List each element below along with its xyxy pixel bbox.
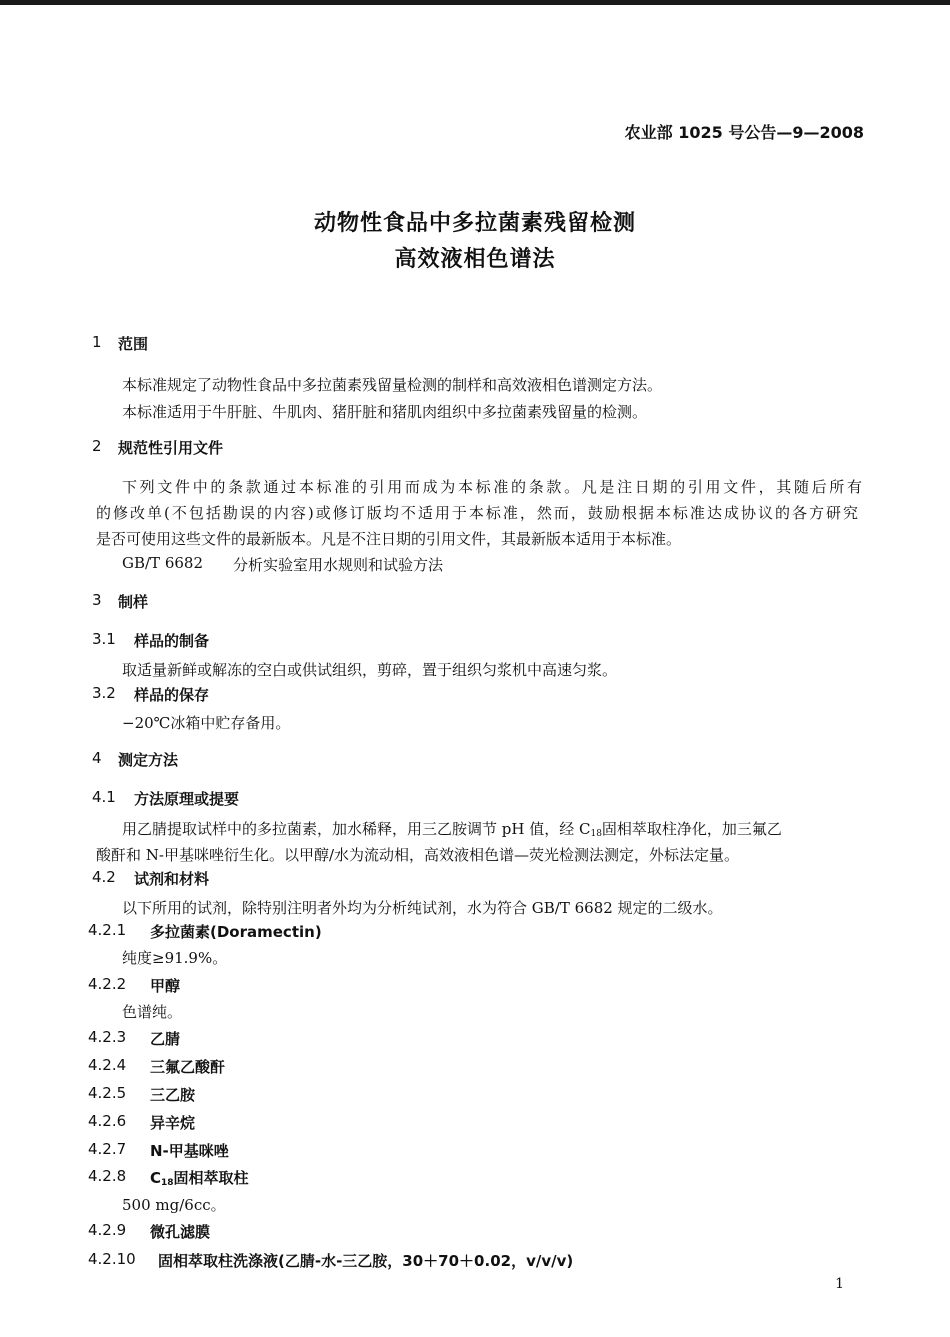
page-number: 1	[835, 1276, 844, 1292]
section-4-2-number: 4.2	[92, 868, 116, 886]
section-2-paragraph-line-3: 是否可使用这些文件的最新版本。凡是不注日期的引用文件，其最新版本适用于本标准。	[96, 530, 682, 548]
item-4-2-9-number: 4.2.9	[88, 1221, 127, 1239]
section-3-number: 3	[92, 591, 102, 609]
item-4-2-9-title: 微孔滤膜	[150, 1223, 211, 1241]
item-4-2-1-number: 4.2.1	[88, 921, 127, 939]
page-title-line-1: 动物性食品中多拉菌素残留检测	[313, 211, 636, 236]
item-4-2-10-title: 固相萃取柱洗涤液(乙腈-水-三乙胺，30＋70＋0.02，v/v/v)	[158, 1252, 574, 1270]
section-2-title: 规范性引用文件	[118, 439, 224, 457]
section-4-1-title: 方法原理或提要	[134, 790, 240, 808]
c18-subscript: 18	[590, 829, 602, 839]
section-4-1-text-line-2: 酸酐和 N-甲基咪唑衍生化。以甲醇/水为流动相，高效液相色谱—荧光检测法测定，外标法定量。	[96, 846, 740, 864]
item-4-2-3-number: 4.2.3	[88, 1028, 127, 1046]
item-4-2-8-title	[150, 1167, 249, 1188]
item-4-2-5-number: 4.2.5	[88, 1084, 127, 1102]
item-4-2-4-number: 4.2.4	[88, 1056, 127, 1074]
section-3-1-text: 取适量新鲜或解冻的空白或供试组织，剪碎，置于组织匀浆机中高速匀浆。	[122, 661, 618, 679]
item-4-2-8-title-rest: 固相萃取柱	[173, 1169, 249, 1187]
section-3-title: 制样	[118, 593, 149, 611]
section-3-1-number: 3.1	[92, 630, 116, 648]
item-4-2-8-title-c: C	[150, 1169, 162, 1187]
item-4-2-7-title: N-甲基咪唑	[150, 1142, 229, 1160]
item-4-2-8-text: 500 mg/6cc。	[122, 1196, 226, 1214]
section-3-2-title: 样品的保存	[134, 686, 210, 704]
section-4-2-text: 以下所用的试剂，除特别注明者外均为分析纯试剂，水为符合 GB/T 6682 规定的二级水。	[122, 899, 723, 917]
item-4-2-6-title: 异辛烷	[150, 1114, 196, 1132]
section-4-1-text-part-b: 固相萃取柱净化，加三氟乙	[601, 820, 782, 838]
item-4-2-10-number: 4.2.10	[88, 1250, 136, 1268]
reference-code: GB/T 6682	[122, 554, 204, 572]
section-3-2-number: 3.2	[92, 684, 116, 702]
section-4-1-text-line-1	[122, 818, 782, 839]
section-2-paragraph-line-2: 的修改单(不包括勘误的内容)或修订版均不适用于本标准，然而，鼓励根据本标准达成协议的各方研究	[96, 504, 858, 522]
page-title-line-2: 高效液相色谱法	[394, 247, 556, 272]
item-4-2-5-title: 三乙胺	[150, 1086, 196, 1104]
section-4-title: 测定方法	[118, 751, 179, 769]
section-1-title: 范围	[118, 335, 149, 353]
reference-title: 分析实验室用水规则和试验方法	[233, 556, 444, 574]
item-4-2-3-title: 乙腈	[150, 1030, 181, 1048]
section-4-2-title: 试剂和材料	[134, 870, 210, 888]
item-4-2-1-title: 多拉菌素(Doramectin)	[150, 923, 322, 941]
item-4-2-7-number: 4.2.7	[88, 1140, 127, 1158]
section-1-number: 1	[92, 333, 102, 351]
section-4-1-text-part-a: 用乙腈提取试样中的多拉菌素，加水稀释，用三乙胺调节 pH 值，经 C	[122, 820, 591, 838]
section-3-1-title: 样品的制备	[134, 632, 210, 650]
item-4-2-2-text: 色谱纯。	[122, 1003, 183, 1021]
scan-border	[0, 0, 950, 5]
section-4-1-number: 4.1	[92, 788, 116, 806]
item-4-2-1-text: 纯度≥91.9%。	[122, 949, 228, 967]
item-4-2-4-title: 三氟乙酸酐	[150, 1058, 226, 1076]
item-4-2-2-number: 4.2.2	[88, 975, 127, 993]
item-4-2-8-title-subscript: 18	[161, 1178, 174, 1188]
section-1-paragraph-1: 本标准规定了动物性食品中多拉菌素残留量检测的制样和高效液相色谱测定方法。	[122, 376, 663, 394]
section-2-paragraph-line-1: 下列文件中的条款通过本标准的引用而成为本标准的条款。凡是注日期的引用文件，其随后所有	[122, 478, 862, 496]
section-2-number: 2	[92, 437, 102, 455]
section-3-2-text: −20℃冰箱中贮存备用。	[122, 714, 291, 732]
item-4-2-2-title: 甲醇	[150, 977, 181, 995]
document-number: 农业部 1025 号公告—9—2008	[624, 123, 864, 142]
section-1-paragraph-2: 本标准适用于牛肝脏、牛肌肉、猪肝脏和猪肌肉组织中多拉菌素残留量的检测。	[122, 403, 648, 421]
item-4-2-8-number: 4.2.8	[88, 1167, 127, 1185]
section-4-number: 4	[92, 749, 102, 767]
item-4-2-6-number: 4.2.6	[88, 1112, 127, 1130]
